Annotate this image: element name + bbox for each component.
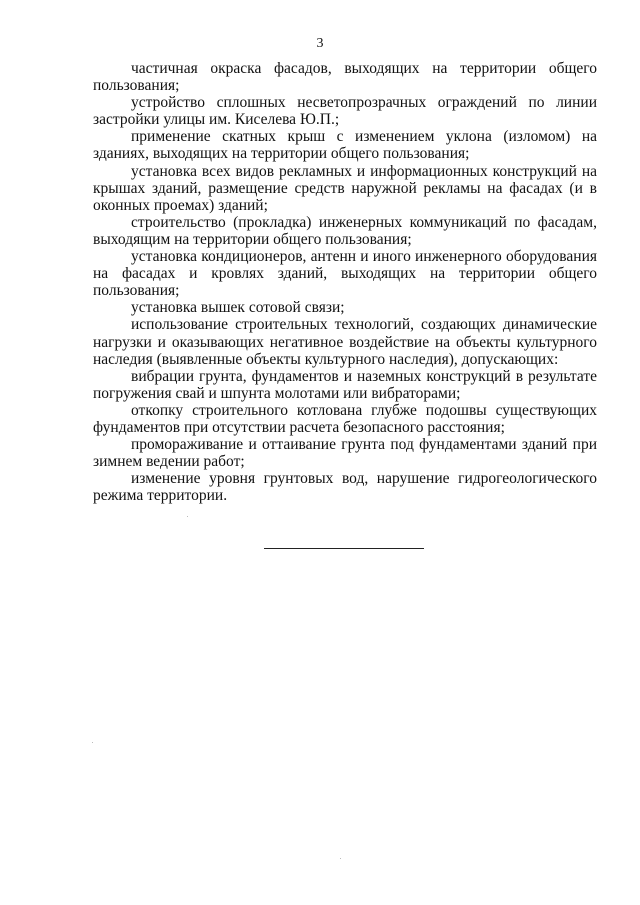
paragraph-utilities: строительство (прокладка) инженерных коммуникаций по фасадам, выходящим на территории общего пользования; (93, 213, 597, 248)
paragraph-advertising: установка всех видов рекламных и информационных конструкций на крышах зданий, размещение средств наружной рекламы на фасадах (и в оконных проемах) зданий; (93, 162, 597, 214)
scan-speck (340, 858, 341, 859)
paragraph-pitched-roofs: применение скатных крыш с изменением уклона (изломом) на зданиях, выходящих на территории общего пользования; (93, 128, 597, 163)
paragraph-freezing: промораживание и оттаивание грунта под фундаментами зданий при зимнем ведении работ; (93, 436, 597, 471)
scan-speck (187, 516, 188, 517)
paragraph-air-conditioners: установка кондиционеров, антенн и иного инженерного оборудования на фасадах и кровлях зданий, выходящих на территории общего пользования; (93, 248, 597, 300)
paragraph-facade-painting: частичная окраска фасадов, выходящих на территории общего пользования; (93, 60, 597, 95)
paragraph-excavation: откопку строительного котлована глубже подошвы существующих фундаментов при отсутствии расчета безопасного расстояния; (93, 401, 597, 436)
paragraph-construction-technologies: использование строительных технологий, создающих динамические нагрузки и оказывающих негативное воздействие на объекты культурного наследия (выявленные объекты культурного наследия), допускающих: (93, 316, 597, 368)
document-body (93, 60, 597, 504)
page-number: 3 (316, 36, 324, 51)
paragraph-vibrations: вибрации грунта, фундаментов и наземных конструкций в результате погружения свай и шпунта молотами или вибраторами; (93, 367, 597, 402)
paragraph-cell-towers: установка вышек сотовой связи; (131, 299, 345, 317)
paragraph-groundwater: изменение уровня грунтовых вод, нарушение гидрогеологического режима территории. (93, 470, 597, 505)
scan-speck (92, 742, 93, 743)
paragraph-solid-fences: устройство сплошных несветопрозрачных ограждений по линии застройки улицы им. Киселева Ю.П.; (93, 94, 597, 129)
end-rule (264, 548, 424, 549)
